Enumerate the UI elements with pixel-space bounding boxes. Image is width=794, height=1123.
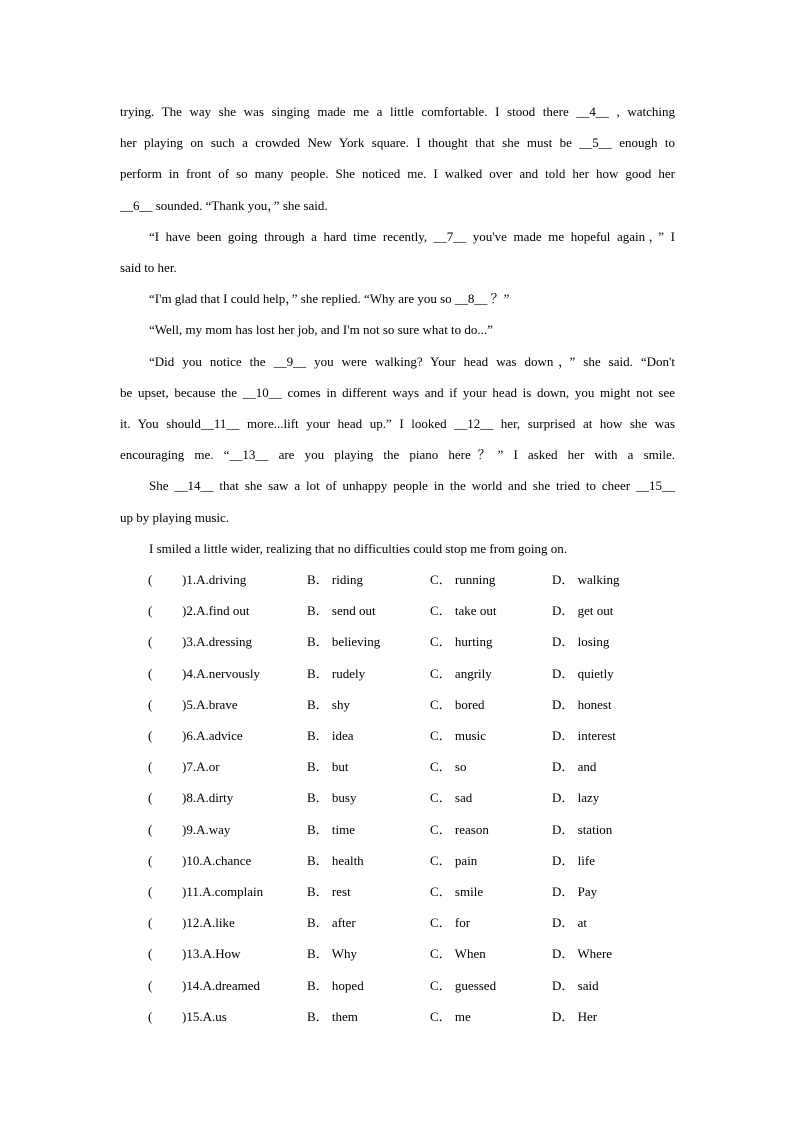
answer-paren[interactable]: (	[148, 697, 153, 712]
option-b[interactable]: B． Why	[307, 946, 357, 961]
option-d[interactable]: D． honest	[552, 697, 612, 712]
option-a[interactable]: )11.A.complain	[182, 884, 264, 899]
passage-line: encouraging me. “__13__ are you playing the piano here？” I asked her with a smile.	[120, 447, 675, 462]
answer-paren[interactable]: (	[148, 853, 153, 868]
option-b[interactable]: B． them	[307, 1009, 358, 1024]
option-c[interactable]: C． bored	[430, 697, 485, 712]
option-d[interactable]: D． Pay	[552, 884, 598, 899]
option-b[interactable]: B． busy	[307, 790, 357, 805]
option-a[interactable]: )6.A.advice	[182, 728, 243, 743]
option-a[interactable]: )7.A.or	[182, 759, 220, 774]
option-c[interactable]: C． smile	[430, 884, 484, 899]
option-b[interactable]: B． health	[307, 853, 364, 868]
option-d[interactable]: D． station	[552, 822, 613, 837]
passage-line: __6__ sounded. “Thank you，” she said.	[120, 198, 328, 213]
passage-line: She __14__ that she saw a lot of unhappy people in the world and she tried to cheer __15__	[149, 478, 675, 493]
answer-paren[interactable]: (	[148, 790, 153, 805]
passage-line: “Well, my mom has lost her job, and I'm not so sure what to do...”	[149, 322, 493, 337]
option-c[interactable]: C． reason	[430, 822, 489, 837]
option-d[interactable]: D． Where	[552, 946, 613, 961]
option-c[interactable]: C． pain	[430, 853, 478, 868]
passage-line: “Did you notice the __9__ you were walking? Your head was down，” she said. “Don't	[149, 354, 675, 369]
option-a[interactable]: )13.A.How	[182, 946, 241, 961]
answer-paren[interactable]: (	[148, 822, 153, 837]
answer-paren[interactable]: (	[148, 728, 153, 743]
option-c[interactable]: C． hurting	[430, 634, 493, 649]
option-c[interactable]: C． me	[430, 1009, 471, 1024]
option-b[interactable]: B． hoped	[307, 978, 364, 993]
passage-line: be upset, because the __10__ comes in different ways and if your head is down, you might not see	[120, 385, 675, 400]
option-c[interactable]: C． running	[430, 572, 496, 587]
option-d[interactable]: D． lazy	[552, 790, 600, 805]
option-a[interactable]: )10.A.chance	[182, 853, 252, 868]
option-b[interactable]: B． send out	[307, 603, 376, 618]
answer-paren[interactable]: (	[148, 1009, 153, 1024]
option-c[interactable]: C． for	[430, 915, 471, 930]
passage-line: it. You should__11__ more...lift your head up.” I looked __12__ her, surprised at how she was	[120, 416, 675, 431]
answer-paren[interactable]: (	[148, 634, 153, 649]
option-a[interactable]: )14.A.dreamed	[182, 978, 260, 993]
option-d[interactable]: D． said	[552, 978, 599, 993]
option-d[interactable]: D． interest	[552, 728, 616, 743]
option-c[interactable]: C． guessed	[430, 978, 497, 993]
option-d[interactable]: D． get out	[552, 603, 614, 618]
option-c[interactable]: C． music	[430, 728, 486, 743]
option-a[interactable]: )2.A.find out	[182, 603, 250, 618]
option-c[interactable]: C． When	[430, 946, 486, 961]
answer-paren[interactable]: (	[148, 915, 153, 930]
option-b[interactable]: B． time	[307, 822, 356, 837]
passage-line: her playing on such a crowded New York square. I thought that she must be __5__ enough to	[120, 135, 675, 150]
option-a[interactable]: )3.A.dressing	[182, 634, 253, 649]
passage-line: I smiled a little wider, realizing that no difficulties could stop me from going on.	[149, 541, 568, 556]
passage-line: perform in front of so many people. She noticed me. I walked over and told her how good her	[120, 166, 675, 181]
option-b[interactable]: B． riding	[307, 572, 363, 587]
option-b[interactable]: B． rest	[307, 884, 351, 899]
option-d[interactable]: D． and	[552, 759, 597, 774]
option-b[interactable]: B． rudely	[307, 666, 366, 681]
option-a[interactable]: )8.A.dirty	[182, 790, 234, 805]
passage-line: trying. The way she was singing made me a little comfortable. I stood there __4__ , watching	[120, 104, 675, 119]
option-b[interactable]: B． but	[307, 759, 349, 774]
option-b[interactable]: B． shy	[307, 697, 350, 712]
option-c[interactable]: C． so	[430, 759, 467, 774]
option-b[interactable]: B． believing	[307, 634, 381, 649]
option-b[interactable]: B． idea	[307, 728, 354, 743]
option-c[interactable]: C． sad	[430, 790, 473, 805]
answer-paren[interactable]: (	[148, 978, 153, 993]
option-a[interactable]: )9.A.way	[182, 822, 231, 837]
answer-paren[interactable]: (	[148, 572, 153, 587]
option-d[interactable]: D． walking	[552, 572, 620, 587]
option-a[interactable]: )12.A.like	[182, 915, 235, 930]
answer-paren[interactable]: (	[148, 759, 153, 774]
option-d[interactable]: D． at	[552, 915, 588, 930]
option-a[interactable]: )5.A.brave	[182, 697, 238, 712]
option-d[interactable]: D． losing	[552, 634, 610, 649]
option-d[interactable]: D． life	[552, 853, 595, 868]
option-a[interactable]: )15.A.us	[182, 1009, 227, 1024]
answer-paren[interactable]: (	[148, 603, 153, 618]
option-d[interactable]: D． Her	[552, 1009, 598, 1024]
option-a[interactable]: )1.A.driving	[182, 572, 247, 587]
passage-line: “I have been going through a hard time recently, __7__ you've made me hopeful again，” I	[149, 229, 675, 244]
option-c[interactable]: C． take out	[430, 603, 497, 618]
answer-paren[interactable]: (	[148, 666, 153, 681]
answer-paren[interactable]: (	[148, 884, 153, 899]
answer-paren[interactable]: (	[148, 946, 153, 961]
option-b[interactable]: B． after	[307, 915, 356, 930]
option-d[interactable]: D． quietly	[552, 666, 614, 681]
passage-line: said to her.	[120, 260, 177, 275]
passage-line: up by playing music.	[120, 510, 230, 525]
option-a[interactable]: )4.A.nervously	[182, 666, 260, 681]
option-c[interactable]: C． angrily	[430, 666, 492, 681]
passage-line: “I'm glad that I could help，” she replied. “Why are you so __8__ ？”	[149, 291, 510, 306]
